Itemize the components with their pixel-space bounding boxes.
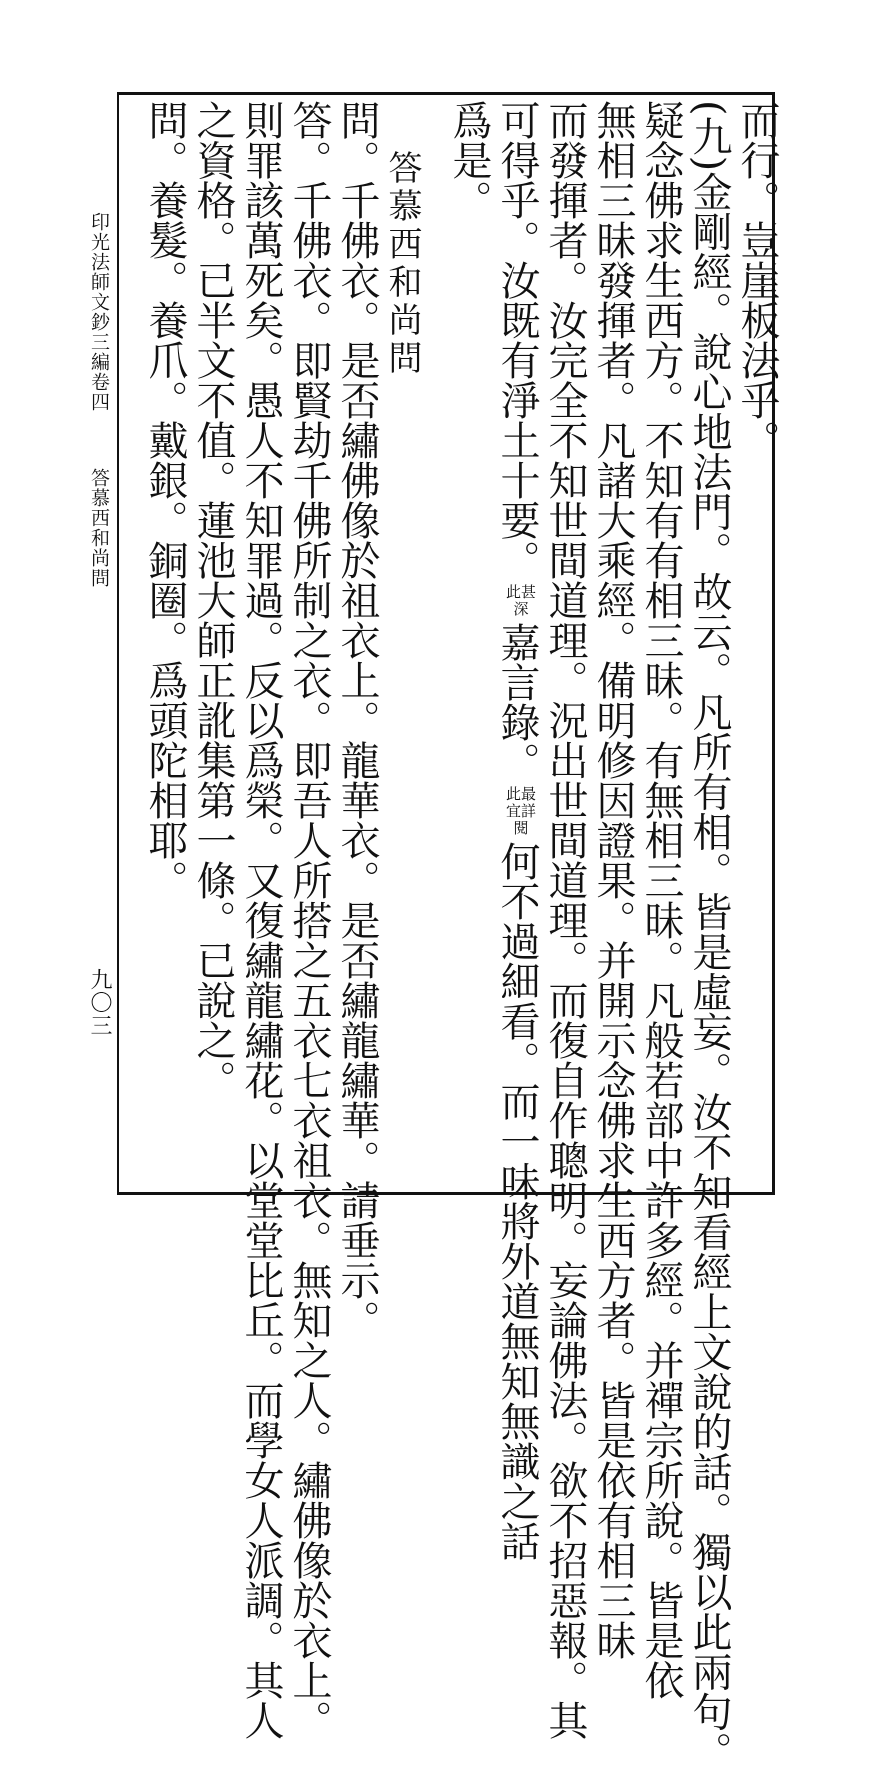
text-column-2: (九)金剛經。說心地法門。故云。凡所有相。皆是虛妄。汝不知看經上文說的話。獨以此兩句。 <box>686 100 732 1771</box>
text-segment: 何不過細看。而一味將外道無知無識之話 <box>494 841 540 1561</box>
text-column-4: 無相三昧發揮者。凡諸大乘經。備明修因證果。并開示念佛求生西方者。皆是依有相三昧 <box>590 100 636 1660</box>
text-column-10: 則罪該萬死矣。愚人不知罪過。反以爲榮。又復繡龍繡花。以堂堂比丘。而學女人派調。其人 <box>238 100 284 1740</box>
annotation-note: 此最宜詳閱 <box>505 785 536 837</box>
annotation-note: 此甚深 <box>505 583 536 618</box>
text-column-1: 而行。豈崖板法乎。 <box>734 100 780 460</box>
text-column-7: 爲是。 <box>446 100 492 220</box>
book-title: 印光法師文鈔三編卷四 <box>88 212 110 412</box>
text-column-5: 而發揮者。汝完全不知世間道理。況出世間道理。而復自作聰明。妄論佛法。欲不招惡報。其 <box>542 100 588 1740</box>
text-column-6 <box>493 100 541 1561</box>
text-column-3: 疑念佛求生西方。不知有有相三昧。有無相三昧。凡般若部中許多經。并禪宗所說。皆是依 <box>638 100 684 1700</box>
text-column-11: 之資格。已半文不值。蓮池大師正訛集第一條。已說之。 <box>190 100 236 1100</box>
text-segment: 嘉言錄。 <box>494 622 540 782</box>
text-segment: 可得乎。汝既有淨土十要。 <box>494 100 540 580</box>
text-column-9: 答。千佛衣。即賢劫千佛所制之衣。即吾人所搭之五衣七衣祖衣。無知之人。繡佛像於衣上。 <box>286 100 332 1740</box>
section-heading: 答慕西和尚問 <box>382 150 422 378</box>
text-column-8: 問。千佛衣。是否繡佛像於祖衣上。龍華衣。是否繡龍繡華。請垂示。 <box>334 100 380 1340</box>
section-title: 答慕西和尚問 <box>88 468 110 588</box>
page-border-inner-line <box>117 92 119 1195</box>
page-number: 九〇三 <box>87 968 112 1037</box>
text-column-12: 問。養髮。養爪。戴銀。銅圈。爲頭陀相耶。 <box>142 100 188 900</box>
